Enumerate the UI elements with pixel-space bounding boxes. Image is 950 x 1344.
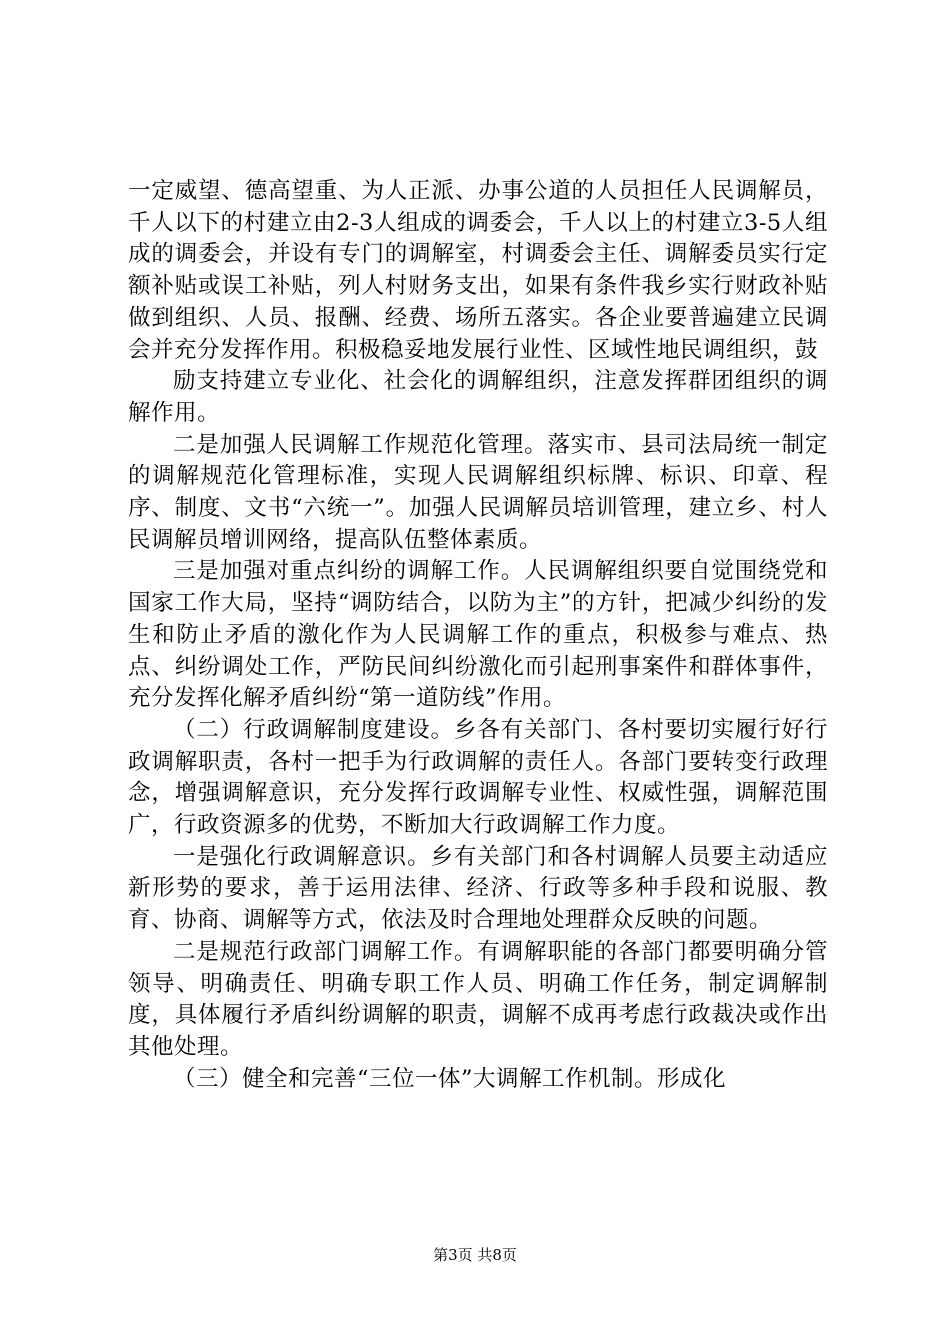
paragraph-4: 三是加强对重点纠纷的调解工作。人民调解组织要自觉围绕党和国家工作大局，坚持“调防结合，以防为主”的方针，把减少纠纷的发生和防止矛盾的激化作为人民调解工作的重点，积极参与难点、热点、纠纷调处工作，严防民间纠纷激化而引起刑事案件和群体事件，充分发挥化解矛盾纠纷“第一道防线”作用。 — [128, 558, 828, 712]
document-body — [128, 176, 828, 1095]
paragraph-1: 一定威望、德高望重、为人正派、办事公道的人员担任人民调解员，千人以下的村建立由2-3人组成的调委会，千人以上的村建立3-5人组成的调委会，并设有专门的调解室，村调委会主任、调解委员实行定额补贴或误工补贴，列人村财务支出，如果有条件我乡实行财政补贴做到组织、人员、报酬、经费、场所五落实。各企业要普遍建立民调会并充分发挥作用。积极稳妥地发展行业性、区域性地民调组织，鼓 — [128, 178, 828, 363]
page-number-footer: 第3页 共8页 — [433, 1246, 517, 1264]
paragraph-8: （三）健全和完善“三位一体”大调解工作机制。形成化 — [173, 1065, 727, 1092]
paragraph-7: 二是规范行政部门调解工作。有调解职能的各部门都要明确分管领导、明确责任、明确专职工作人员、明确工作任务，制定调解制度，具体履行矛盾纠纷调解的职责，调解不成再考虑行政裁决或作出其他处理。 — [128, 938, 828, 1060]
paragraph-6: 一是强化行政调解意识。乡有关部门和各村调解人员要主动适应新形势的要求，善于运用法律、经济、行政等多种手段和说服、教育、协商、调解等方式，依法及时合理地处理群众反映的问题。 — [128, 843, 828, 934]
paragraph-2: 励支持建立专业化、社会化的调解组织，注意发挥群团组织的调解作用。 — [128, 368, 828, 426]
paragraph-5: （二）行政调解制度建设。乡各有关部门、各村要切实履行好行政调解职责，各村一把手为行政调解的责任人。各部门要转变行政理念，增强调解意识，充分发挥行政调解专业性、权威性强，调解范围广，行政资源多的优势，不断加大行政调解工作力度。 — [128, 716, 828, 839]
paragraph-3: 二是加强人民调解工作规范化管理。落实市、县司法局统一制定的调解规范化管理标准，实现人民调解组织标牌、标识、印章、程序、制度、文书“六统一”。加强人民调解员培训管理，建立乡、村人民调解员增训网络，提高队伍整体素质。 — [128, 431, 828, 553]
